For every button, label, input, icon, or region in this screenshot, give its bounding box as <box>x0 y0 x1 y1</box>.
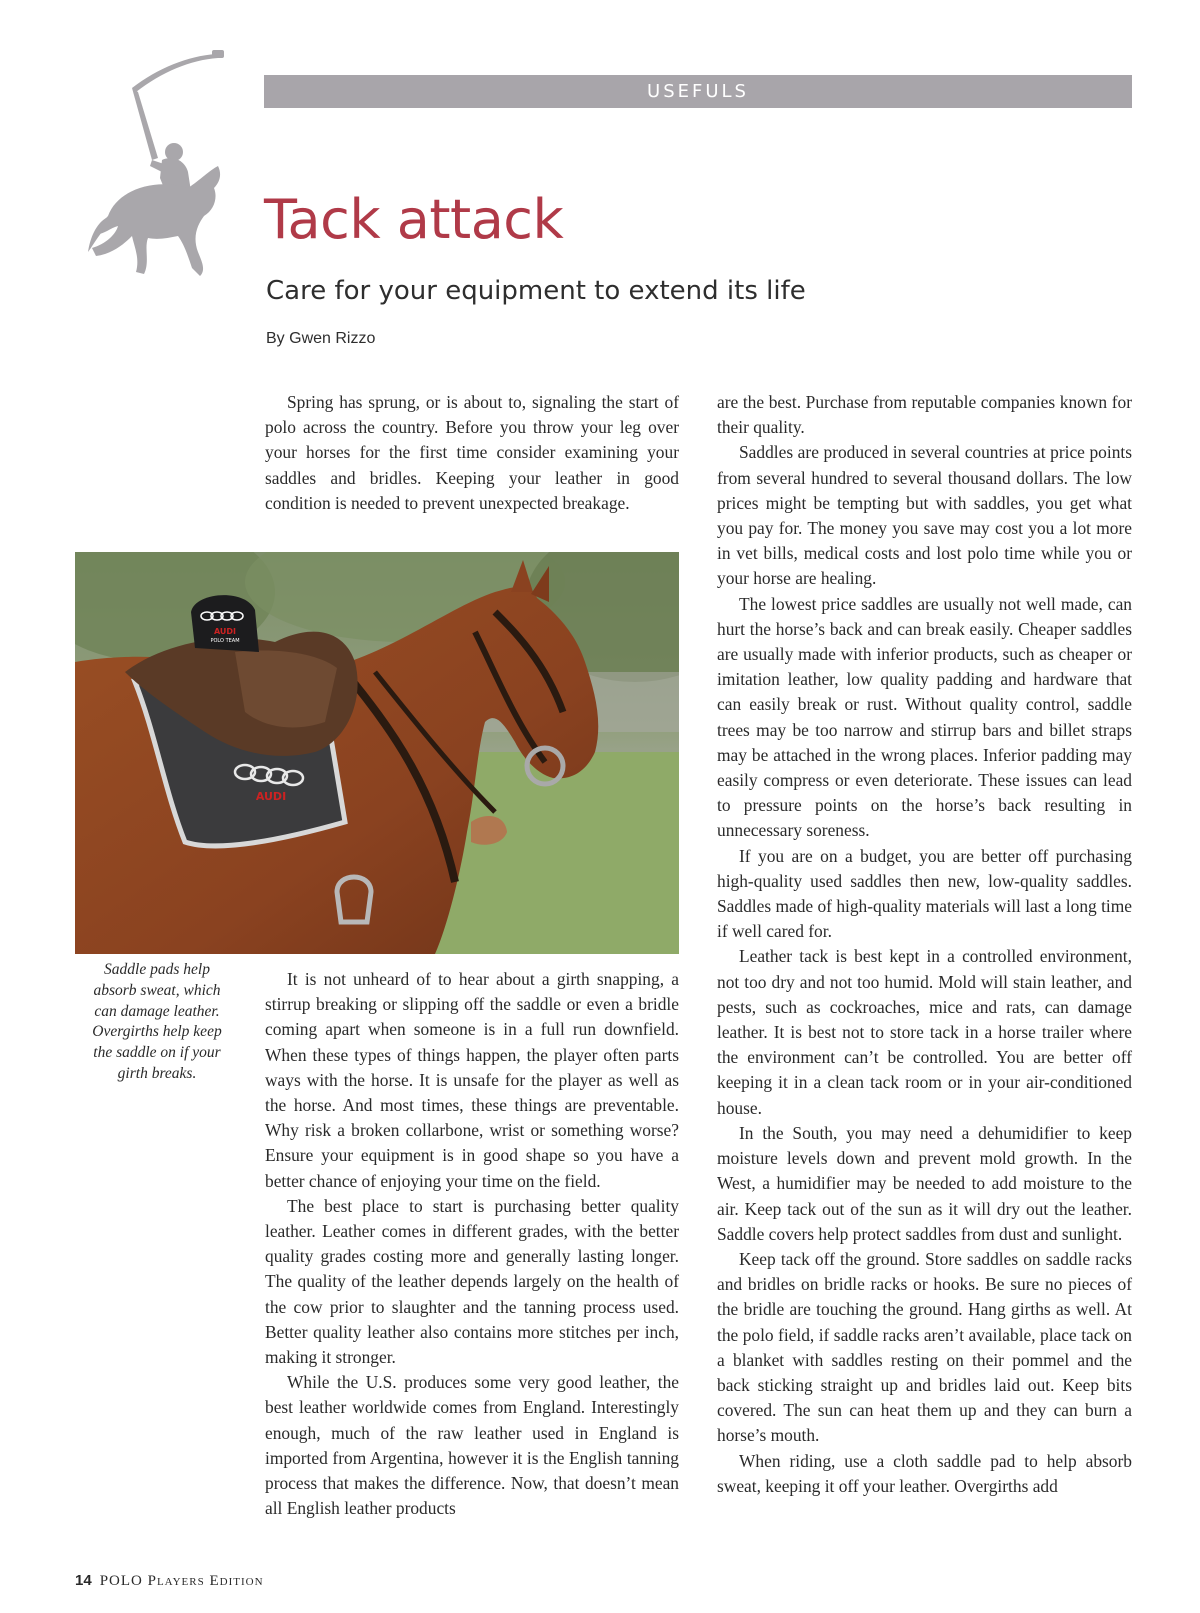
paragraph: While the U.S. produces some very good leather, the best leather worldwide comes from England. Interestingly enough, much of the raw leather used in England is imported from Argentina, however it is the English tanning process that makes the difference. Now, that doesn’t mean all English leather products <box>265 1372 679 1519</box>
byline: By Gwen Rizzo <box>266 330 376 347</box>
article-column-right <box>717 390 1132 1499</box>
article-title: Tack attack <box>264 188 564 251</box>
paragraph: The best place to start is purchasing better quality leather. Leather comes in different grades, with the better quality grades costing more and generally lasting longer. The quality of the leather depends largely on the health of the cow prior to slaughter and the tanning process used. Better quality leather also contains more stitches per inch, making it stronger. <box>265 1195 679 1368</box>
cap-brand: AUDI <box>213 627 237 636</box>
page-footer <box>75 1572 264 1590</box>
article-column-left-bottom <box>265 967 679 1521</box>
publication-name: POLO Players Edition <box>99 1573 264 1589</box>
article-column-left-top <box>265 390 679 516</box>
photo-caption: Saddle pads help absorb sweat, which can damage leather. Overgirths help keep the saddle on if your girth breaks. <box>92 961 222 1082</box>
section-header: USEFULS <box>264 75 1132 108</box>
paragraph: When riding, use a cloth saddle pad to help absorb sweat, keeping it off your leather. Overgirths add <box>717 1450 1132 1496</box>
paragraph: In the South, you may need a dehumidifier to keep moisture levels down and prevent mold growth. In the West, a humidifier may be needed to add moisture to the air. Keep tack out of the sun as it will dry out the leather. Saddle covers help protect saddles from dust and sunlight. <box>717 1122 1132 1244</box>
article-photo <box>75 552 679 954</box>
pad-brand: AUDI <box>255 790 287 803</box>
paragraph: Spring has sprung, or is about to, signaling the start of polo across the country. Before you throw your leg over your horses for the first time consider examining your saddles and bridles. Keeping your leather in good condition is needed to prevent unexpected breakage. <box>265 392 679 513</box>
paragraph: If you are on a budget, you are better off purchasing high-quality used saddles then new, low-quality saddles. Saddles made of high-quality materials will last a long time if well cared for. <box>717 845 1132 942</box>
polo-player-logo <box>88 48 228 288</box>
paragraph-continued: are the best. Purchase from reputable companies known for their quality. <box>717 392 1132 438</box>
paragraph: Leather tack is best kept in a controlled environment, not too dry and not too humid. Mold will stain leather, and pests, such as cockroaches, mice and rats, can damage leather. It is best not to store tack in a horse trailer where the environment can’t be controlled. You are better off keeping it in a clean tack room or in your air-conditioned house. <box>717 946 1132 1118</box>
paragraph: Keep tack off the ground. Store saddles on saddle racks and bridles on bridle racks or hooks. Be sure no pieces of the bridle are touching the ground. Hang girths as well. At the polo field, if saddle racks aren’t available, place tack on a blanket with saddles resting on their pommel and the back sticking straight up and bridles laid out. Keep bits covered. The sun can heat them up and they can burn a horse’s mouth. <box>717 1248 1132 1446</box>
paragraph: It is not unheard of to hear about a girth snapping, a stirrup breaking or slipping off the saddle or even a bridle coming apart when someone is in a full run downfield. When these types of things happen, the player often parts ways with the horse. It is unsafe for the player as well as the horse. And most times, these things are preventable. Why risk a broken collarbone, wrist or something worse? Ensure your equipment is in good shape so you have a better chance of enjoying your time on the field. <box>265 969 679 1191</box>
cap-subtext: POLO TEAM <box>210 638 240 644</box>
page-number: 14 <box>75 1572 92 1589</box>
article-subtitle: Care for your equipment to extend its life <box>266 276 806 306</box>
paragraph: Saddles are produced in several countries at price points from several hundred to several thousand dollars. The low prices might be tempting but with saddles, you get what you pay for. The money you save may cost you a lot more in vet bills, medical costs and lost polo time while you or your horse are healing. <box>717 442 1132 589</box>
paragraph: The lowest price saddles are usually not well made, can hurt the horse’s back and can break easily. Cheaper saddles are usually made with inferior products, such as cheaper or imitation leather, low quality padding and hardware that can easily break or rust. Without quality control, saddle trees may be too narrow and stirrup bars and billet straps may be attached in the wrong places. Inferior padding may easily compress or even deteriorate. These issues can lead to pressure points on the horse’s back resulting in unnecessary soreness. <box>717 593 1132 841</box>
